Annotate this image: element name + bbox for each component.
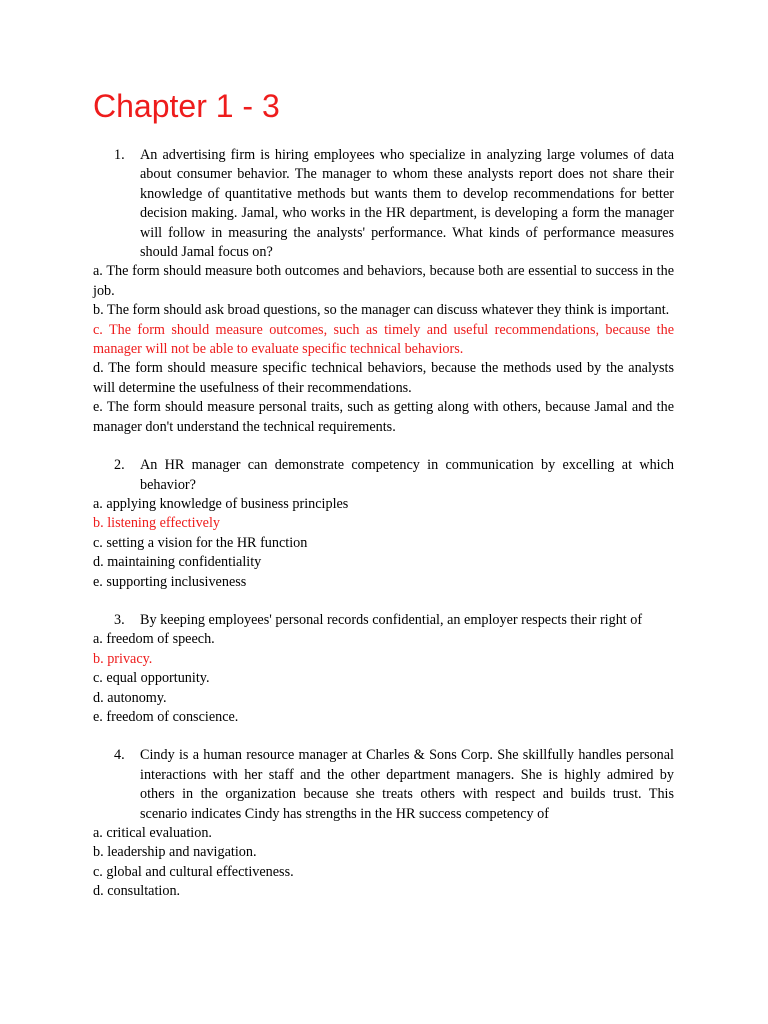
question-spacer — [93, 437, 674, 456]
answer-option: d. The form should measure specific technical behaviors, because the methods used by the analysts will determine the usefulness of their recommendations. — [93, 360, 674, 396]
question-text: By keeping employees' personal records confidential, an employer respects their right of — [140, 611, 643, 628]
answer-options — [93, 262, 674, 437]
answer-option: b. leadership and navigation. — [93, 844, 257, 861]
answer-option: a. applying knowledge of business principles — [93, 495, 349, 512]
answer-options — [93, 495, 674, 592]
answer-options — [93, 630, 674, 727]
answer-option: a. critical evaluation. — [93, 825, 212, 841]
question-number: 3. — [114, 611, 125, 628]
question-spacer — [93, 727, 674, 746]
answer-option: e. The form should measure personal traits, such as getting along with others, because Jamal and the manager don't understand the technical requirements. — [93, 399, 674, 435]
question-text: Cindy is a human resource manager at Charles & Sons Corp. She skillfully handles personal interactions with her staff and the other department managers. She is highly admired by others in the organization because she treats others with respect and builds trust. This scenario indicates Cindy has strengths in the HR success competency of — [140, 747, 674, 822]
question-4 — [93, 746, 674, 901]
question-number: 1. — [114, 147, 125, 163]
question-number: 2. — [114, 457, 125, 474]
question-stem — [93, 146, 674, 262]
page-title: Chapter 1 - 3 — [93, 88, 280, 124]
correct-answer-option: c. The form should measure outcomes, such as timely and useful recommendations, because the manager will not be able to evaluate specific technical behaviors. — [93, 321, 674, 358]
question-text: An advertising firm is hiring employees who specialize in analyzing large volumes of data about consumer behavior. The manager to whom these analysts report does not share their knowledge of quantitative methods but wants them to develop recommendations for better decision making. Jamal, who works in the HR department, is developing a form the manager will follow in measuring the analysts' performance. What kinds of performance measures should Jamal focus on? — [140, 147, 674, 261]
answer-option: d. autonomy. — [93, 689, 167, 706]
question-spacer — [93, 592, 674, 611]
answer-option: b. The form should ask broad questions, so the manager can discuss whatever they think is important. — [93, 302, 670, 319]
answer-option: e. supporting inclusiveness — [93, 573, 247, 590]
question-2 — [93, 456, 674, 592]
answer-option: c. equal opportunity. — [93, 670, 210, 687]
correct-answer-option: b. listening effectively — [93, 515, 220, 532]
question-list — [93, 146, 674, 902]
question-text: An HR manager can demonstrate competency in communication by excelling at which behavior? — [140, 457, 674, 493]
answer-option: a. freedom of speech. — [93, 631, 215, 648]
answer-option: d. consultation. — [93, 883, 181, 900]
question-number: 4. — [114, 747, 125, 764]
question-3 — [93, 611, 674, 727]
question-1 — [93, 146, 674, 437]
question-stem — [93, 611, 674, 630]
answer-option: d. maintaining confidentiality — [93, 554, 262, 571]
answer-option: e. freedom of conscience. — [93, 708, 239, 725]
answer-option: c. global and cultural effectiveness. — [93, 863, 294, 880]
answer-option: c. setting a vision for the HR function — [93, 534, 308, 551]
answer-options — [93, 824, 674, 902]
answer-option: a. The form should measure both outcomes and behaviors, because both are essential to success in the job. — [93, 263, 674, 299]
question-stem — [93, 746, 674, 824]
question-stem — [93, 456, 674, 495]
correct-answer-option: b. privacy. — [93, 650, 153, 667]
